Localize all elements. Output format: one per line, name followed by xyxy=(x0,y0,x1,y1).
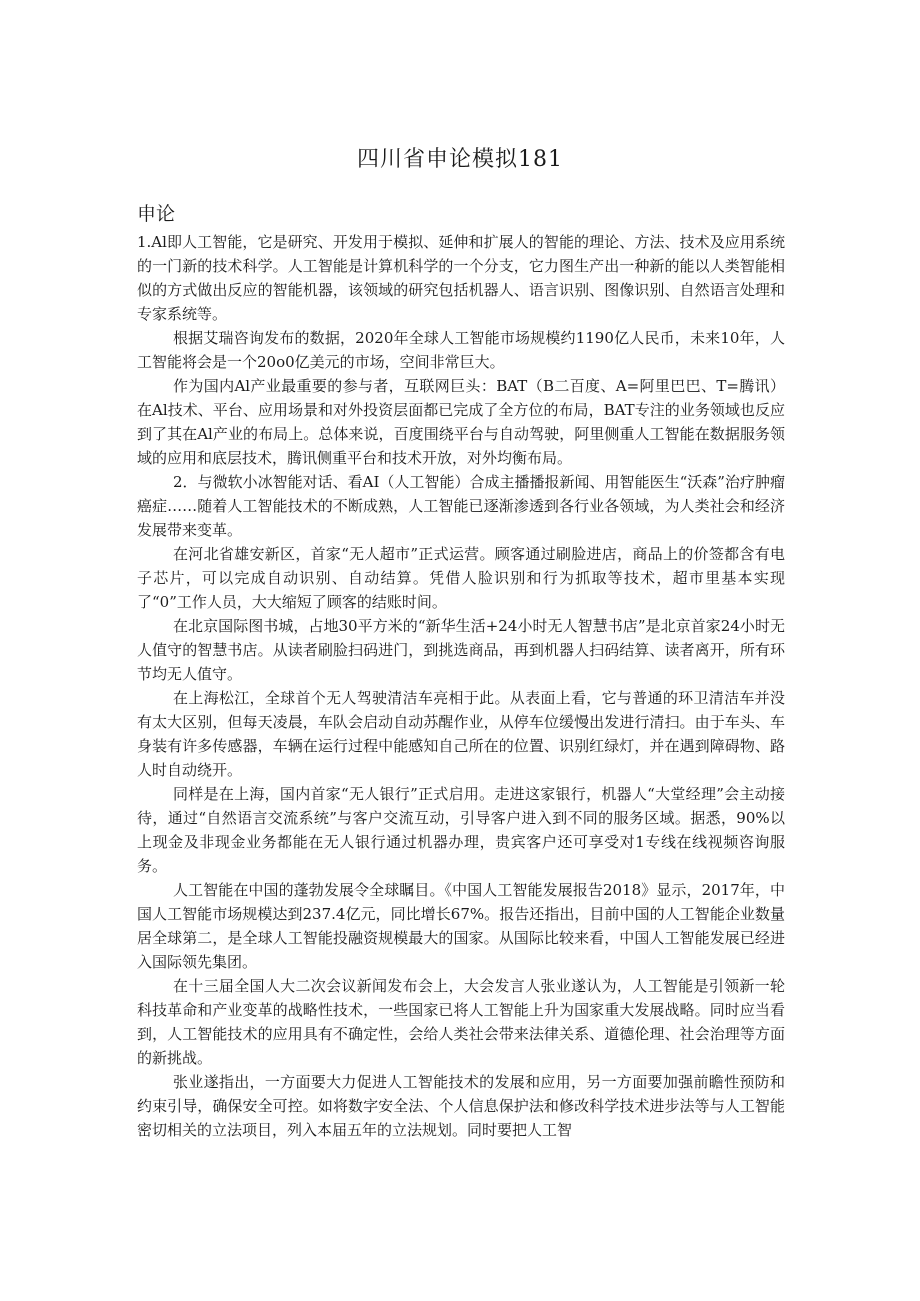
paragraph: 在上海松江，全球首个无人驾驶清洁车亮相于此。从表面上看，它与普通的环卫清洁车并没有太大区别，但每天凌晨，车队会启动自动苏醒作业，从停车位缓慢出发进行清扫。由于车头、车身装有许多传感器，车辆在运行过程中能感知自己所在的位置、识别红绿灯，并在遇到障碍物、路人时自动绕开。 xyxy=(137,689,785,779)
paragraph: 在北京国际图书城，占地30平方米的“新华生活+24小时无人智慧书店”是北京首家24小时无人值守的智慧书店。从读者刷脸扫码进门，到挑选商品，再到机器人扫码结算、读者离开，所有环节均无人值守。 xyxy=(137,617,785,683)
document-title: 四川省申论模拟181 xyxy=(357,147,563,172)
document-body xyxy=(137,230,785,1142)
paragraph: 在十三届全国人大二次会议新闻发布会上，大会发言人张业遂认为，人工智能是引领新一轮科技革命和产业变革的战略性技术，一些国家已将人工智能上升为国家重大发展战略。同时应当看到，人工智能技术的应用具有不确定性，会给人类社会带来法律关系、道德伦理、社会治理等方面的新挑战。 xyxy=(137,977,785,1067)
paragraph: 根据艾瑞咨询发布的数据，2020年全球人工智能市场规模约1190亿人民币，未来10年，人工智能将会是一个20o0亿美元的市场，空间非常巨大。 xyxy=(137,329,785,371)
paragraph: 张业遂指出，一方面要大力促进人工智能技术的发展和应用，另一方面要加强前瞻性预防和约束引导，确保安全可控。如将数字安全法、个人信息保护法和修改科学技术进步法等与人工智能密切相关的立法项目，列入本届五年的立法规划。同时要把人工智 xyxy=(137,1073,785,1139)
paragraph: 1.Al即人工智能，它是研究、开发用于模拟、延伸和扩展人的智能的理论、方法、技术及应用系统的一门新的技术科学。人工智能是计算机科学的一个分支，它力图生产出一种新的能以人类智能相似的方式做出反应的智能机器，该领域的研究包括机器人、语言识别、图像识别、自然语言处理和专家系统等。 xyxy=(137,233,785,323)
paragraph: 在河北省雄安新区，首家“无人超市”正式运营。顾客通过刷脸进店，商品上的价签都含有电子芯片，可以完成自动识别、自动结算。凭借人脸识别和行为抓取等技术，超市里基本实现了“0”工作人员，大大缩短了顾客的结账时间。 xyxy=(137,545,785,611)
section-heading: 申论 xyxy=(137,203,176,225)
paragraph: 人工智能在中国的蓬勃发展令全球瞩目。《中国人工智能发展报告2018》显示，2017年，中国人工智能市场规模达到237.4亿元，同比增长67%。报告还指出，目前中国的人工智能企业数量居全球第二，是全球人工智能投融资规模最大的国家。从国际比较来看，中国人工智能发展已经进入国际领先集团。 xyxy=(137,881,785,971)
paragraph: 作为国内Al产业最重要的参与者，互联网巨头：BAT（B二百度、A=阿里巴巴、T=腾讯）在Al技术、平台、应用场景和对外投资层面都已完成了全方位的布局，BAT专注的业务领域也反应到了其在Al产业的布局上。总体来说，百度围绕平台与自动驾驶，阿里侧重人工智能在数据服务领域的应用和底层技术，腾讯侧重平台和技术开放，对外均衡布局。 xyxy=(137,377,785,467)
paragraph: 2．与微软小冰智能对话、看AI（人工智能）合成主播播报新闻、用智能医生“沃森”治疗肿瘤癌症……随着人工智能技术的不断成熟，人工智能已逐渐渗透到各行业各领域，为人类社会和经济发展带来变革。 xyxy=(137,473,785,539)
paragraph: 同样是在上海，国内首家“无人银行”正式启用。走进这家银行，机器人“大堂经理”会主动接待，通过“自然语言交流系统”与客户交流互动，引导客户进入到不同的服务区域。据悉，90%以上现金及非现金业务都能在无人银行通过机器办理，贵宾客户还可享受对1专线在线视频咨询服务。 xyxy=(137,785,785,875)
